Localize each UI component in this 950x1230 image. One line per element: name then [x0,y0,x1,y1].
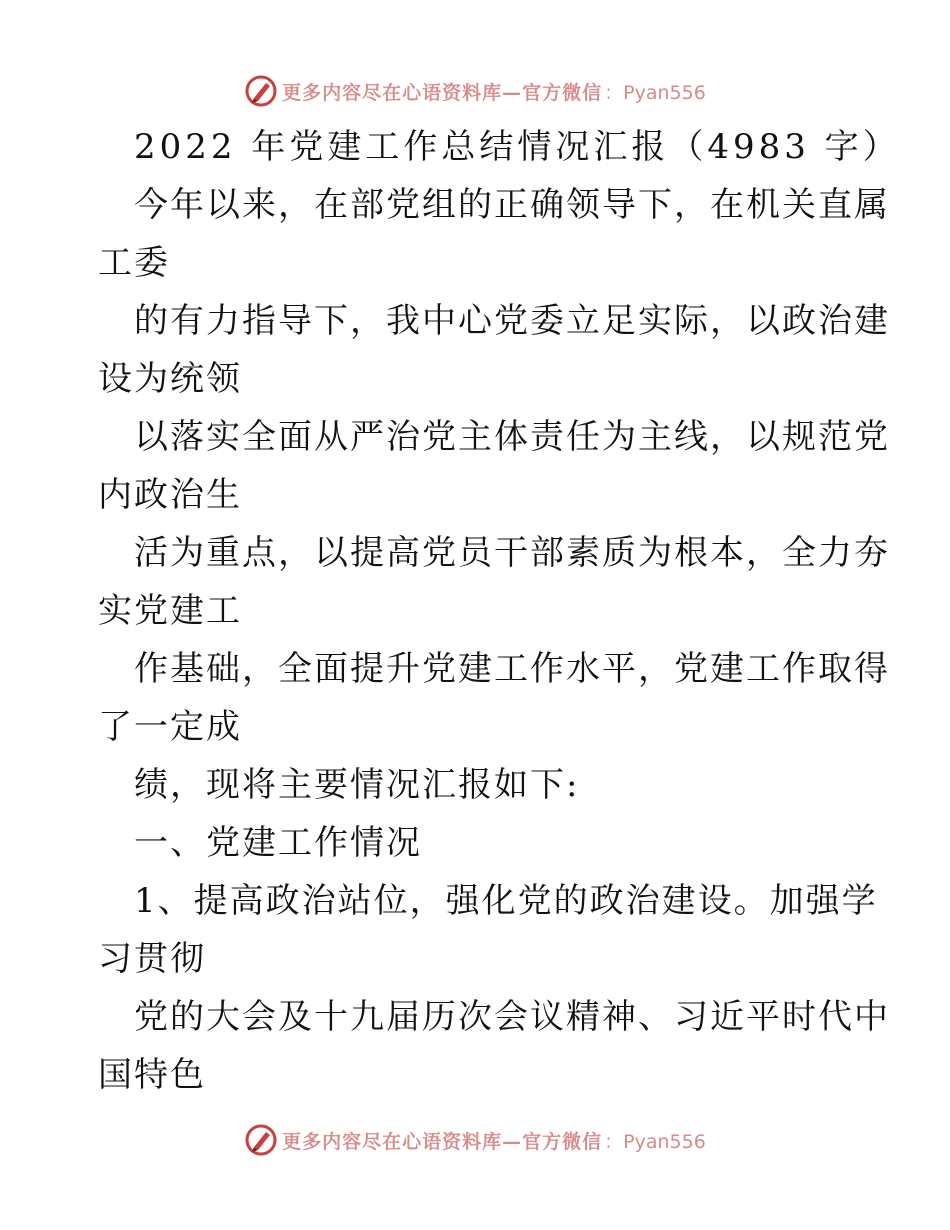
text-line: 内政治生 [98,475,242,515]
document-title: 2022 年党建工作总结情况汇报（4983 字） [134,127,901,167]
watermark-text: 更多内容尽在心语资料库—官方微信 [282,1130,603,1153]
watermark-text: 更多内容尽在心语资料库—官方微信 [282,81,603,104]
text-line: 今年以来，在部党组的正确领导下，在机关直属 [134,185,890,225]
watermark-contact: ：Pyan556 [604,81,706,104]
text-line: 国特色 [98,1055,206,1095]
text-line: 设为统领 [98,359,242,399]
watermark-contact: ：Pyan556 [604,1130,706,1153]
header-watermark [0,71,950,111]
text-line: 绩，现将主要情况汇报如下: [134,765,580,805]
text-line: 党的大会及十九届历次会议精神、习近平时代中 [134,997,890,1037]
text-line: 实党建工 [98,591,242,631]
footer-watermark [0,1120,950,1160]
pen-logo-icon [244,74,278,108]
text-line: 工委 [98,243,170,283]
section-heading: 一、党建工作情况 [134,823,422,863]
pen-logo-icon [244,1123,278,1157]
text-line: 的有力指导下，我中心党委立足实际，以政治建 [134,301,890,341]
text-line: 了一定成 [98,707,242,747]
text-line: 活为重点，以提高党员干部素质为根本，全力夯 [134,533,890,573]
text-line: 习贯彻 [98,939,206,979]
text-line: 1、提高政治站位，强化党的政治建设。加强学 [134,881,878,921]
document-body [98,118,901,1104]
text-line: 作基础，全面提升党建工作水平，党建工作取得 [134,649,890,689]
text-line: 以落实全面从严治党主体责任为主线，以规范党 [134,417,890,457]
